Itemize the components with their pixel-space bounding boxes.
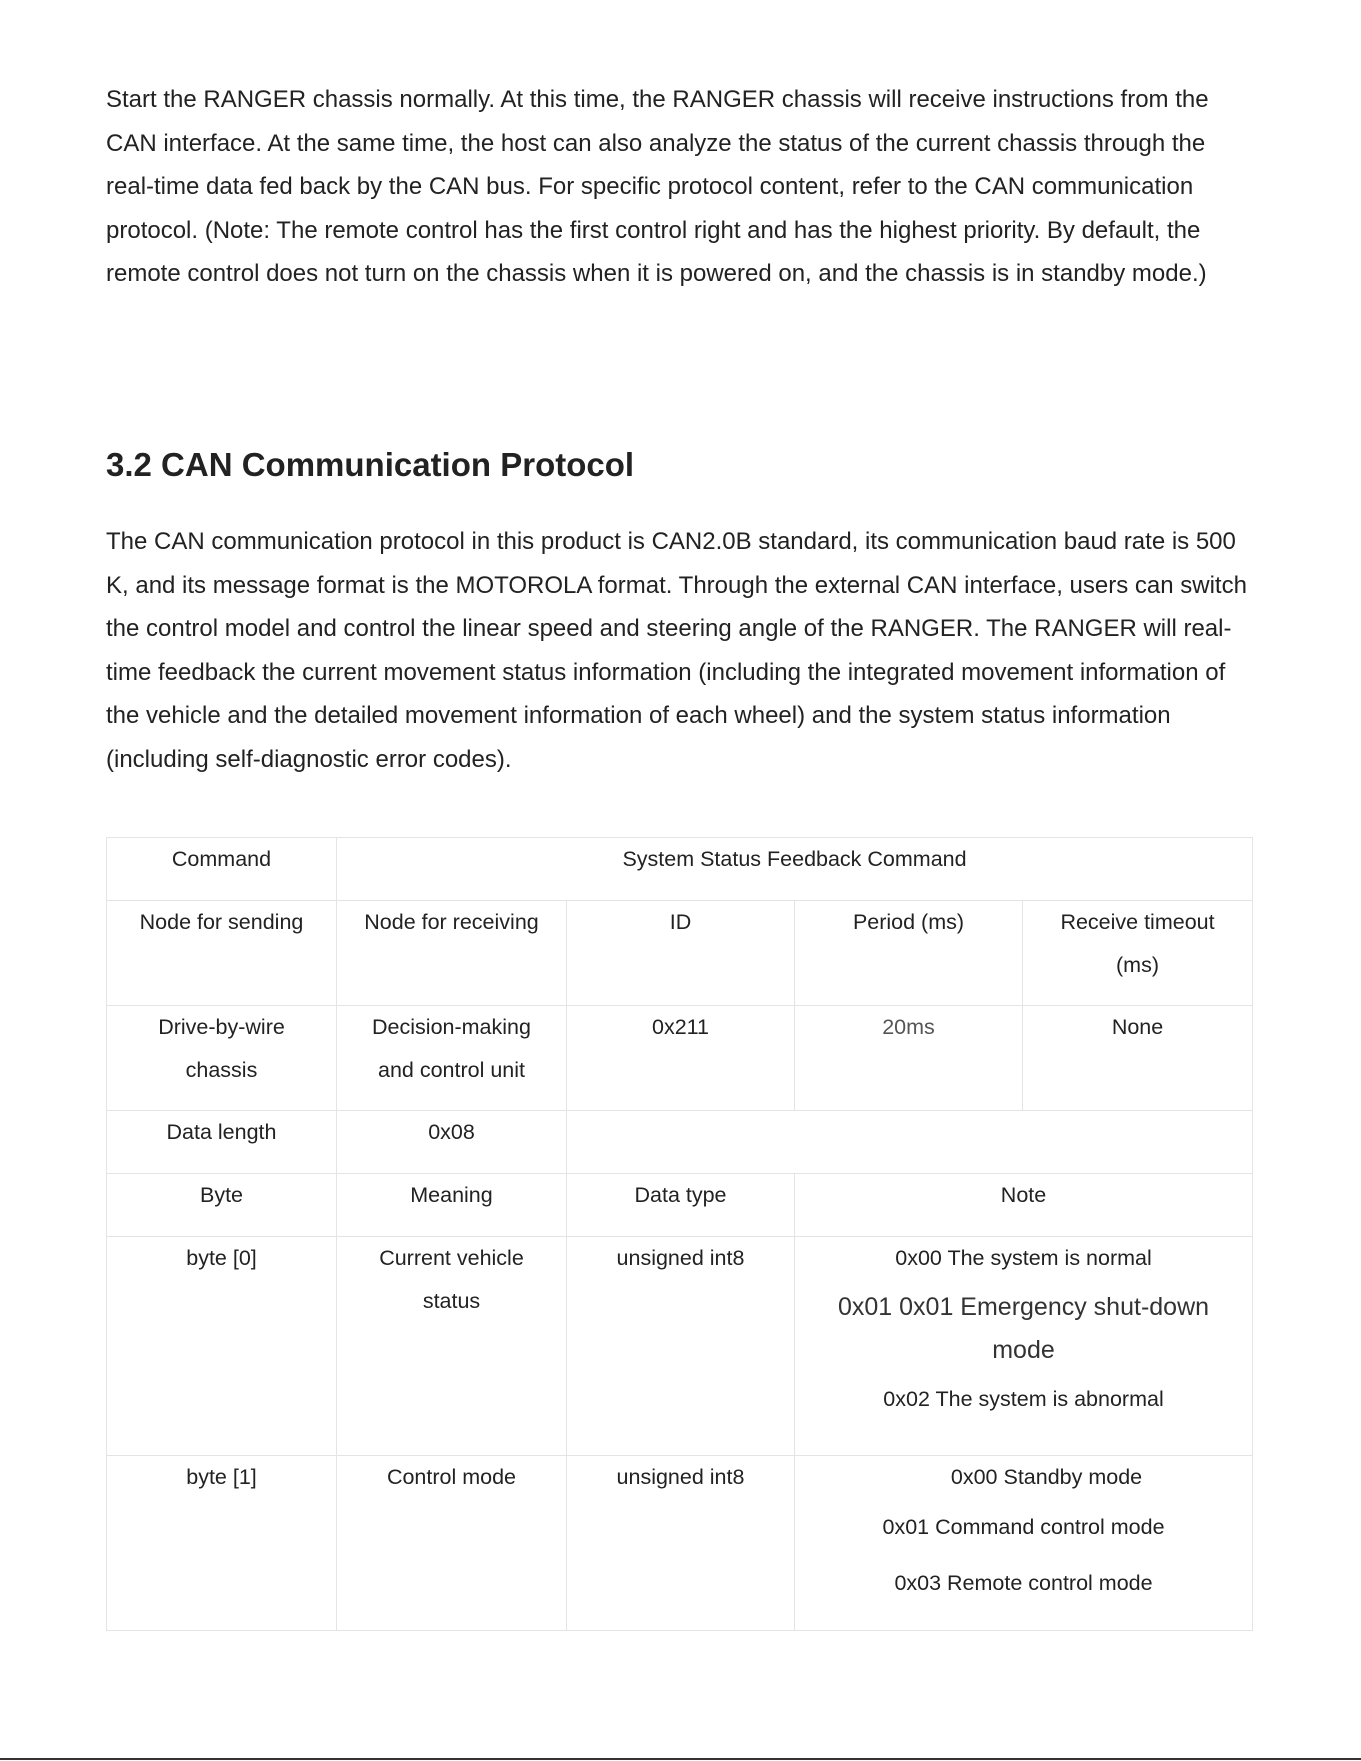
table-row-byte-headers	[107, 1174, 1253, 1237]
data-length-label: Data length	[107, 1111, 337, 1174]
table-row-command	[107, 838, 1253, 901]
can-protocol-table	[106, 837, 1253, 1631]
header-byte: Byte	[107, 1174, 337, 1237]
data-length-empty	[567, 1111, 1253, 1174]
note-line: 0x03 Remote control mode	[894, 1571, 1153, 1595]
value-receiving: Decision-making and control unit	[337, 1006, 567, 1111]
intro-section	[106, 78, 1251, 296]
table-row-node-headers	[107, 901, 1253, 1006]
table-row-node-values	[107, 1006, 1253, 1111]
header-meaning: Meaning	[337, 1174, 567, 1237]
value-timeout: None	[1023, 1006, 1253, 1111]
note-line: 0x00 Standby mode	[950, 1465, 1143, 1489]
value-sending: Drive-by-wire chassis	[107, 1006, 337, 1111]
header-timeout: Receive timeout (ms)	[1023, 901, 1253, 1006]
note-line: 0x01 0x01 Emergency shut-down mode	[837, 1293, 1210, 1364]
meaning-cell: Current vehicle status	[337, 1237, 567, 1456]
header-period: Period (ms)	[795, 901, 1023, 1006]
header-receiving: Node for receiving	[337, 901, 567, 1006]
protocol-paragraph: The CAN communication protocol in this product is CAN2.0B standard, its communication baud rate is 500 K, and its message format is the MOTOROLA format. Through the external CAN interface, users can switch the control model and control the linear speed and steering angle of the RANGER. The RANGER will real-time feedback the current movement status information (including the integrated movement information of the vehicle and the detailed movement information of each wheel) and the system status information (including self-diagnostic error codes).	[106, 528, 1247, 773]
header-id: ID	[567, 901, 795, 1006]
data-type-cell: unsigned int8	[567, 1237, 795, 1456]
value-period: 20ms	[795, 1006, 1023, 1111]
meaning-cell: Control mode	[337, 1456, 567, 1631]
note-line: 0x00 The system is normal	[895, 1246, 1152, 1270]
value-id: 0x211	[567, 1006, 795, 1111]
section-heading: 3.2 CAN Communication Protocol	[106, 446, 635, 483]
command-value-cell: System Status Feedback Command	[337, 838, 1253, 901]
page-bottom-rule	[0, 1758, 1361, 1760]
intro-paragraph: Start the RANGER chassis normally. At this time, the RANGER chassis will receive instructions from the CAN interface. At the same time, the host can also analyze the status of the current chassis through the real-time data fed back by the CAN bus. For specific protocol content, refer to the CAN communication protocol. (Note: The remote control has the first control right and has the highest priority. By default, the remote control does not turn on the chassis when it is powered on, and the chassis is in standby mode.)	[106, 86, 1209, 287]
table-row	[107, 1237, 1253, 1456]
data-length-value: 0x08	[337, 1111, 567, 1174]
note-cell	[795, 1456, 1253, 1631]
protocol-section	[106, 520, 1251, 781]
note-line: 0x01 Command control mode	[882, 1515, 1165, 1539]
command-label-cell: Command	[107, 838, 337, 901]
note-line: 0x02 The system is abnormal	[883, 1387, 1164, 1411]
table-row-data-length	[107, 1111, 1253, 1174]
header-sending: Node for sending	[107, 901, 337, 1006]
header-data-type: Data type	[567, 1174, 795, 1237]
header-note: Note	[795, 1174, 1253, 1237]
byte-cell: byte [1]	[107, 1456, 337, 1631]
note-cell	[795, 1237, 1253, 1456]
byte-cell: byte [0]	[107, 1237, 337, 1456]
table-row	[107, 1456, 1253, 1631]
data-type-cell: unsigned int8	[567, 1456, 795, 1631]
